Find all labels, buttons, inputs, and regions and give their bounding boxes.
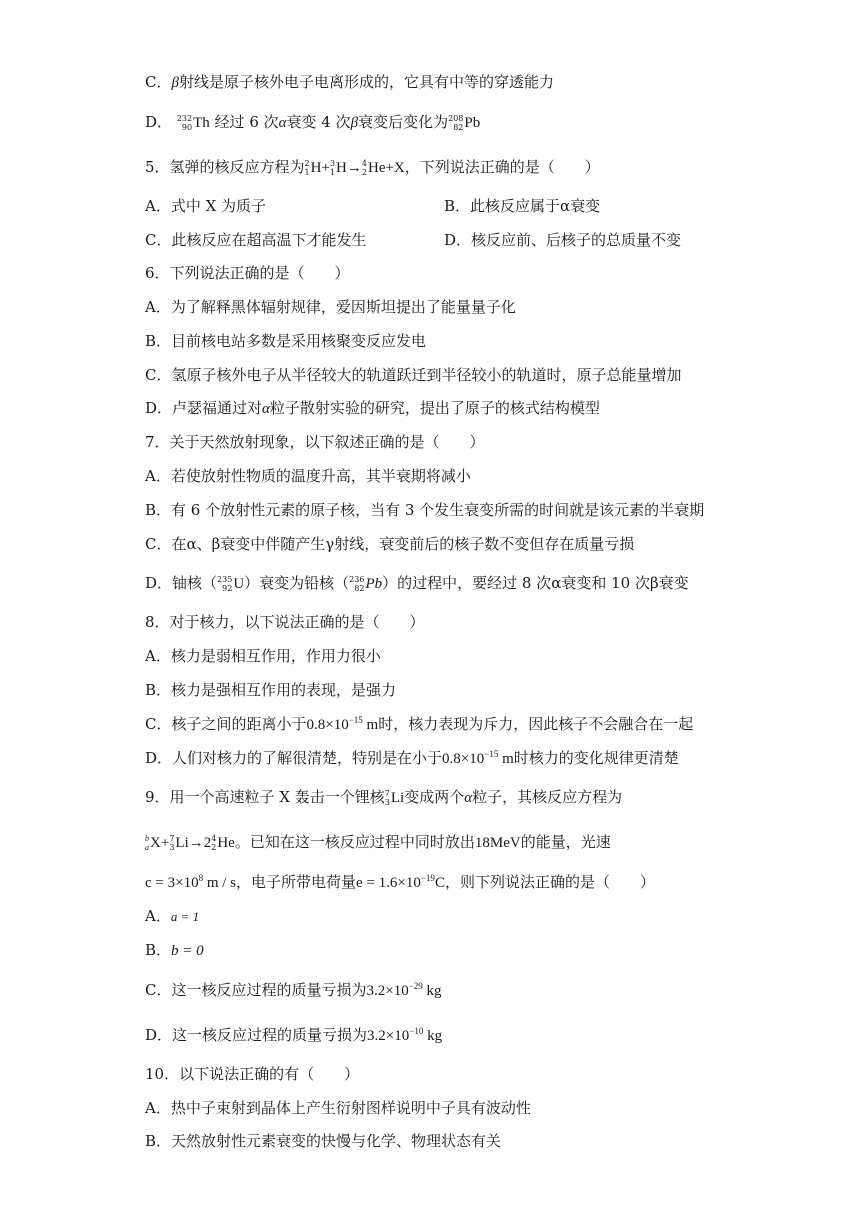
atomic-number: 3 bbox=[169, 843, 175, 852]
question-text: 粒子，其核反应方程为 bbox=[472, 788, 623, 806]
mantissa: 0.8×10 bbox=[442, 751, 485, 767]
option-text: 衰变 4 次 bbox=[286, 113, 351, 131]
helium-symbol: He bbox=[367, 160, 386, 176]
exponent: −29 bbox=[408, 981, 423, 991]
thorium-numbers bbox=[177, 114, 192, 132]
question-text: 的能量，光速 bbox=[520, 833, 611, 851]
uranium-numbers bbox=[217, 575, 232, 593]
q7-option-d bbox=[145, 573, 689, 594]
atomic-number: 90 bbox=[181, 123, 193, 132]
option-text: 经过 6 次 bbox=[214, 113, 279, 131]
arrow-icon: → bbox=[188, 835, 204, 851]
atomic-number: 92 bbox=[222, 584, 233, 593]
question-text: ，电子所带电荷量 bbox=[236, 873, 357, 891]
mass-number: 236 bbox=[349, 575, 365, 584]
mass-number: 7 bbox=[169, 834, 175, 843]
question-text: ，下列说法正确的是（ ） bbox=[404, 158, 600, 176]
q6-option-a: A．为了解释黑体辐射规律，爱因斯坦提出了能量量子化 bbox=[145, 298, 516, 316]
question-text: 5．氢弹的核反应方程为 bbox=[145, 158, 305, 176]
mass-defect-value bbox=[366, 983, 441, 999]
exponent: −15 bbox=[348, 715, 363, 725]
mass-defect-value bbox=[367, 1028, 442, 1044]
question-text: 9．用一个高速粒子 X 轰击一个锂核 bbox=[145, 788, 385, 806]
q9-stem-line2 bbox=[145, 832, 611, 853]
mass-number: b bbox=[145, 834, 149, 843]
atomic-number: 1 bbox=[329, 168, 336, 177]
q5-option-a: A．式中 X 为质子 bbox=[145, 197, 267, 215]
q7-option-b: B．有 6 个放射性元素的原子核，当有 3 个发生衰变所需的时间就是该元素的半衰期 bbox=[145, 501, 705, 519]
plus-sign: + bbox=[385, 160, 394, 176]
x-symbol: X bbox=[393, 160, 405, 176]
mantissa: 3.2×10 bbox=[367, 1028, 410, 1044]
lithium-symbol: Li bbox=[390, 790, 405, 806]
atomic-number: 82 bbox=[354, 584, 365, 593]
hydrogen-symbol: H bbox=[310, 160, 322, 176]
q9-option-a bbox=[145, 906, 199, 927]
q9-stem-line3 bbox=[145, 872, 655, 893]
question-text: 。已知在这一核反应过程中同时放出 bbox=[234, 833, 475, 851]
nuclide-numbers bbox=[362, 159, 367, 177]
option-text: ）的过程中，要经过 8 次α衰变和 10 次β衰变 bbox=[382, 574, 689, 592]
q9-option-b bbox=[145, 940, 204, 961]
atomic-number: 1 bbox=[304, 168, 310, 177]
q5-option-c: C．此核反应在超高温下才能发生 bbox=[145, 231, 367, 249]
plus-sign: + bbox=[321, 160, 330, 176]
distance-value bbox=[442, 751, 514, 767]
q9-stem-line1 bbox=[145, 787, 622, 808]
option-math: b = 0 bbox=[171, 943, 204, 959]
option-prefix: C． bbox=[145, 73, 172, 91]
q9-option-c bbox=[145, 980, 442, 1001]
unit: kg bbox=[423, 1028, 443, 1044]
exponent: −19 bbox=[420, 873, 435, 883]
option-text: D．卢瑟福通过对 bbox=[145, 399, 263, 417]
exponent: −10 bbox=[409, 1026, 424, 1036]
q7-option-a: A．若使放射性物质的温度升高，其半衰期将减小 bbox=[145, 467, 471, 485]
mass-number: 232 bbox=[176, 114, 193, 123]
mass-number: 208 bbox=[448, 114, 464, 123]
q8-stem: 8．对于核力，以下说法正确的是（ ） bbox=[145, 613, 425, 631]
question-text: 变成两个 bbox=[404, 788, 465, 806]
distance-value bbox=[306, 717, 378, 733]
q10-stem: 10．以下说法正确的有（ ） bbox=[145, 1065, 360, 1083]
helium-numbers bbox=[211, 834, 216, 852]
energy-value: 18MeV bbox=[474, 835, 521, 851]
nuclide-numbers bbox=[305, 159, 310, 177]
nuclide-numbers bbox=[330, 159, 335, 177]
lead-numbers bbox=[349, 575, 364, 593]
x-numbers bbox=[145, 834, 149, 852]
option-text: 粒子散射实验的研究，提出了原子的核式结构模型 bbox=[269, 399, 600, 417]
lead-numbers bbox=[448, 114, 463, 132]
q4-option-c bbox=[145, 72, 554, 93]
option-text: D．人们对核力的了解很清楚，特别是在小于 bbox=[145, 749, 443, 767]
atomic-number: 82 bbox=[453, 123, 464, 132]
atomic-number: 3 bbox=[384, 798, 390, 807]
mass-number: 4 bbox=[361, 159, 367, 168]
lead-symbol: Pb bbox=[464, 115, 481, 131]
x-symbol: X bbox=[150, 835, 161, 851]
q6-option-b: B．目前核电站多数是采用核聚变反应发电 bbox=[145, 332, 427, 350]
option-text: C．核子之间的距离小于 bbox=[145, 715, 307, 733]
q7-option-c: C．在α、β衰变中伴随产生γ射线，衰变前后的核子数不变但存在质量亏损 bbox=[145, 535, 635, 553]
beta-symbol: β bbox=[171, 75, 179, 91]
q5-option-d: D．核反应前、后核子的总质量不变 bbox=[444, 231, 682, 249]
question-text: ，则下列说法正确的是（ ） bbox=[444, 873, 655, 891]
alpha-symbol: α bbox=[262, 401, 270, 417]
q8-option-c bbox=[145, 714, 693, 735]
q6-option-c: C．氢原子核外电子从半径较大的轨道跃迁到半径较小的轨道时，原子总能量增加 bbox=[145, 366, 682, 384]
electron-charge bbox=[356, 875, 445, 891]
unit: C bbox=[434, 875, 445, 891]
lithium-symbol: Li bbox=[175, 835, 189, 851]
arrow-icon: → bbox=[346, 160, 362, 176]
mantissa: 0.8×10 bbox=[306, 717, 349, 733]
alpha-symbol: α bbox=[464, 790, 473, 806]
option-prefix: D． bbox=[145, 113, 173, 131]
option-math: a = 1 bbox=[170, 909, 200, 924]
lithium-numbers bbox=[385, 789, 390, 807]
option-text: D．这一核反应过程的质量亏损为 bbox=[145, 1026, 368, 1044]
q10-option-b: B．天然放射性元素衰变的快慢与化学、物理状态有关 bbox=[145, 1132, 502, 1150]
option-prefix: B． bbox=[145, 941, 172, 959]
unit: m bbox=[362, 717, 379, 733]
beta-symbol: β bbox=[350, 115, 359, 131]
light-speed bbox=[145, 875, 236, 891]
mantissa: e = 1.6×10 bbox=[356, 875, 421, 891]
option-text: 衰变后变化为 bbox=[358, 113, 449, 131]
thorium-symbol: Th bbox=[193, 115, 210, 131]
exponent: 8 bbox=[198, 873, 204, 883]
q8-option-d bbox=[145, 748, 679, 769]
exponent: −15 bbox=[484, 749, 499, 759]
q8-option-b: B．核力是强相互作用的表现，是强力 bbox=[145, 681, 397, 699]
option-text: 时，核力表现为斥力，因此核子不会融合在一起 bbox=[378, 715, 694, 733]
mass-number: 7 bbox=[384, 789, 390, 798]
q8-option-a: A．核力是弱相互作用，作用力很小 bbox=[145, 647, 381, 665]
option-text: ）衰变为铅核（ bbox=[244, 574, 350, 592]
mass-number: 4 bbox=[211, 834, 217, 843]
q5-stem bbox=[145, 157, 600, 178]
hydrogen-symbol: H bbox=[336, 160, 347, 176]
mantissa: c = 3×10 bbox=[145, 875, 199, 891]
uranium-symbol: U bbox=[233, 576, 245, 592]
lead-symbol: Pb bbox=[365, 576, 383, 592]
mass-number: 2 bbox=[304, 159, 310, 168]
q10-option-a: A．热中子束射到晶体上产生衍射图样说明中子具有波动性 bbox=[145, 1099, 531, 1117]
atomic-number: 2 bbox=[361, 168, 367, 177]
option-text: C．这一核反应过程的质量亏损为 bbox=[145, 981, 367, 999]
mass-number: 3 bbox=[329, 159, 336, 168]
option-text: D．铀核（ bbox=[145, 574, 218, 592]
option-text: 时核力的变化规律更清楚 bbox=[513, 749, 679, 767]
q6-option-d bbox=[145, 398, 600, 419]
q9-option-d bbox=[145, 1025, 442, 1046]
plus-sign: + bbox=[160, 835, 170, 851]
mass-number: 235 bbox=[217, 575, 233, 584]
option-text: 射线是原子核外电子电离形成的，它具有中等的穿透能力 bbox=[178, 73, 554, 91]
atomic-number: 2 bbox=[211, 843, 217, 852]
q6-stem: 6．下列说法正确的是（ ） bbox=[145, 264, 350, 282]
mantissa: 3.2×10 bbox=[366, 983, 409, 999]
unit: m bbox=[498, 751, 514, 767]
unit: m / s bbox=[203, 875, 237, 891]
q5-option-b: B．此核反应属于α衰变 bbox=[444, 197, 601, 215]
q7-stem: 7．关于天然放射现象，以下叙述正确的是（ ） bbox=[145, 433, 485, 451]
unit: kg bbox=[422, 983, 442, 999]
helium-symbol: He bbox=[217, 835, 235, 851]
alpha-symbol: α bbox=[278, 115, 287, 131]
atomic-number: a bbox=[145, 843, 149, 852]
coefficient: 2 bbox=[203, 835, 212, 851]
q4-option-d bbox=[145, 112, 480, 133]
option-prefix: A． bbox=[145, 907, 171, 925]
lithium-numbers bbox=[169, 834, 174, 852]
